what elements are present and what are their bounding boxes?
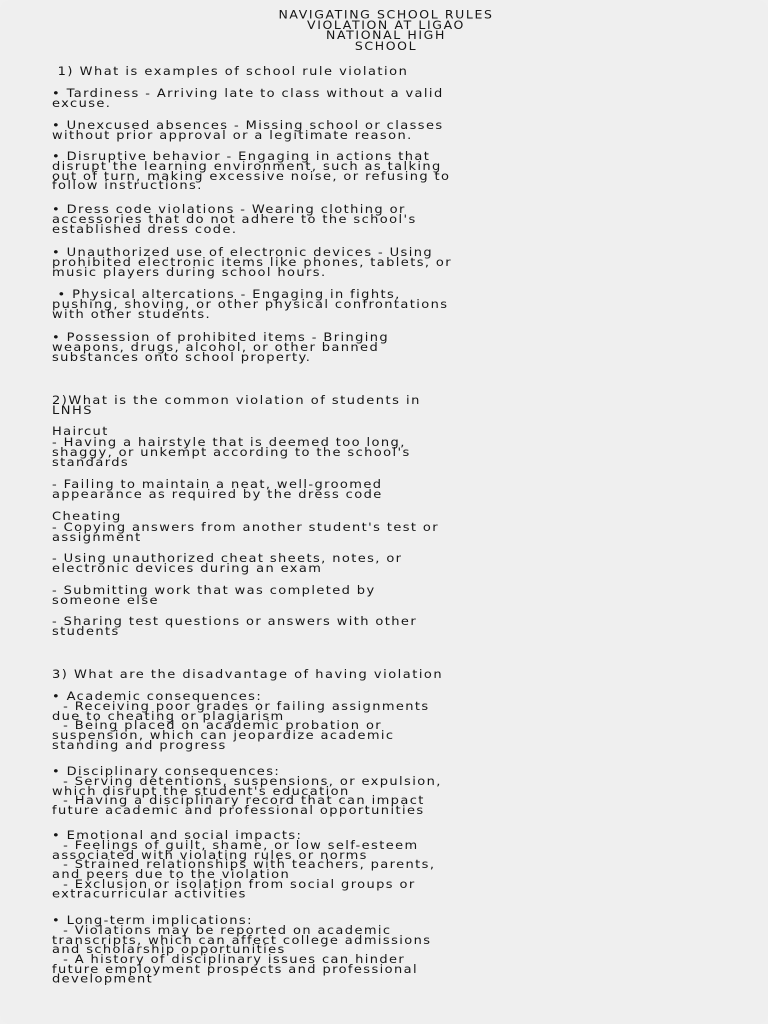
disadvantage-item: • Long-term implications: - Violations may be reported on academic transcripts, which can affect college admissions and scholarship opportunities - A history of disciplinary issues can hinder future employment prospects and professional development bbox=[52, 914, 432, 987]
cheating-item: - Submitting work that was completed by someone else bbox=[52, 584, 376, 608]
violation-example: • Disruptive behavior - Engaging in actions that disrupt the learning environment, such as talking out of turn, making excessive noise, or refusing to follow instructions. bbox=[52, 150, 451, 194]
violation-example: • Unauthorized use of electronic devices - Using prohibited electronic items like phones, tablets, or music players during school hours. bbox=[52, 246, 453, 279]
title-line: NAVIGATING SCHOOL RULES bbox=[278, 7, 494, 21]
haircut-item: - Failing to maintain a neat, well-groomed appearance as required by the dress code bbox=[52, 478, 383, 502]
question-1-heading: 1) What is examples of school rule violation bbox=[52, 65, 409, 79]
violation-example: • Dress code violations - Wearing clothing or accessories that do not adhere to the school's established dress code. bbox=[52, 203, 417, 237]
cheating-item: - Copying answers from another student's test or assignment bbox=[52, 520, 440, 545]
title-line: VIOLATION AT LIGAO bbox=[307, 17, 465, 32]
title-line: NATIONAL HIGH bbox=[326, 28, 446, 42]
violation-example: • Possession of prohibited items - Bringing weapons, drugs, alcohol, or other banned substances onto school property. bbox=[52, 330, 390, 364]
document-content bbox=[52, 7, 720, 993]
violation-example: • Physical altercations - Engaging in fights, pushing, shoving, or other physical confrontations with other students. bbox=[52, 288, 449, 322]
haircut-label: Haircut bbox=[52, 425, 109, 439]
disadvantage-item: • Disciplinary consequences: - Serving detentions, suspensions, or expulsion, which disrupt the student's education - Having a disciplinary record that can impact future academic and professional opportunities bbox=[52, 764, 442, 818]
violation-example: • Unexcused absences - Missing school or classes without prior approval or a legitimate reason. bbox=[52, 118, 444, 143]
cheating-item: - Sharing test questions or answers with other students bbox=[52, 615, 418, 639]
cheating-label: Cheating bbox=[52, 510, 122, 524]
title-line: SCHOOL bbox=[354, 38, 418, 53]
question-2-heading: 2)What is the common violation of students in LNHS bbox=[52, 394, 421, 418]
cheating-item: - Using unauthorized cheat sheets, notes, or electronic devices during an exam bbox=[52, 552, 403, 576]
haircut-item: - Having a hairstyle that is deemed too long, shaggy, or unkempt according to the school's standards bbox=[52, 436, 411, 469]
question-3-heading: 3) What are the disadvantage of having violation bbox=[52, 668, 444, 682]
disadvantage-item: • Academic consequences: - Receiving poor grades or failing assignments due to cheating or plagiarism - Being placed on academic probation or suspension, which can jeopardize academic standing and progress bbox=[52, 690, 430, 753]
violation-example: • Tardiness - Arriving late to class without a valid excuse. bbox=[52, 87, 444, 111]
document-title bbox=[52, 7, 720, 53]
disadvantage-item: • Emotional and social impacts: - Feelings of guilt, shame, or low self-esteem associated with violating rules or norms - Strained relationships with teachers, parents, and peers due to the violation - Exclusion or isolation from social groups or extracurricular activities bbox=[52, 828, 436, 901]
